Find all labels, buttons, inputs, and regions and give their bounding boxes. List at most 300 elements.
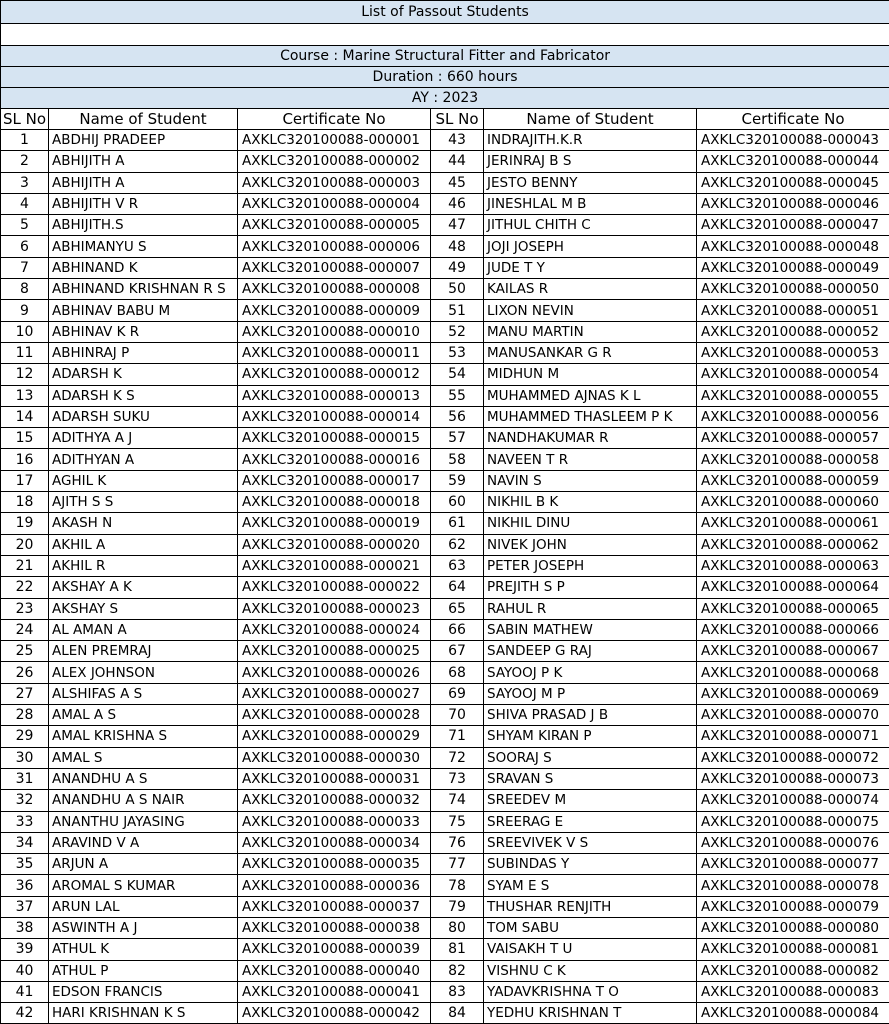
certificate-number: AXKLC320100088-000071	[697, 726, 889, 747]
student-name: ADARSH SUKU	[49, 406, 238, 427]
student-name: TOM SABU	[484, 917, 697, 938]
student-name: ADITHYAN A	[49, 449, 238, 470]
table-row	[1, 726, 889, 747]
table-row	[1, 130, 889, 151]
serial-number: 82	[431, 960, 484, 981]
certificate-number: AXKLC320100088-000055	[697, 385, 889, 406]
student-name: AKASH N	[49, 513, 238, 534]
certificate-number: AXKLC320100088-000029	[238, 726, 431, 747]
serial-number: 66	[431, 619, 484, 640]
certificate-number: AXKLC320100088-000075	[697, 811, 889, 832]
table-row	[1, 172, 889, 193]
certificate-number: AXKLC320100088-000016	[238, 449, 431, 470]
serial-number: 36	[1, 875, 49, 896]
serial-number: 59	[431, 470, 484, 491]
student-name: AGHIL K	[49, 470, 238, 491]
certificate-number: AXKLC320100088-000034	[238, 832, 431, 853]
student-name: SABIN MATHEW	[484, 619, 697, 640]
serial-number: 69	[431, 683, 484, 704]
serial-number: 23	[1, 598, 49, 619]
serial-number: 56	[431, 406, 484, 427]
serial-number: 39	[1, 939, 49, 960]
serial-number: 46	[431, 193, 484, 214]
certificate-number: AXKLC320100088-000026	[238, 662, 431, 683]
serial-number: 33	[1, 811, 49, 832]
student-name: AMAL S	[49, 747, 238, 768]
serial-number: 16	[1, 449, 49, 470]
student-name: SRAVAN S	[484, 768, 697, 789]
table-row	[1, 619, 889, 640]
table-row	[1, 342, 889, 363]
table-row	[1, 449, 889, 470]
certificate-number: AXKLC320100088-000049	[697, 257, 889, 278]
student-name: AKHIL A	[49, 534, 238, 555]
certificate-number: AXKLC320100088-000022	[238, 577, 431, 598]
serial-number: 83	[431, 981, 484, 1002]
table-row	[1, 598, 889, 619]
certificate-number: AXKLC320100088-000015	[238, 428, 431, 449]
serial-number: 29	[1, 726, 49, 747]
table-row	[1, 513, 889, 534]
certificate-number: AXKLC320100088-000068	[697, 662, 889, 683]
student-name: MANUSANKAR G R	[484, 342, 697, 363]
student-name: NAVEEN T R	[484, 449, 697, 470]
certificate-number: AXKLC320100088-000077	[697, 854, 889, 875]
certificate-number: AXKLC320100088-000012	[238, 364, 431, 385]
table-row	[1, 939, 889, 960]
course-label: Course : Marine Structural Fitter and Fabricator	[1, 46, 889, 67]
table-row	[1, 215, 889, 236]
table-row	[1, 641, 889, 662]
certificate-number: AXKLC320100088-000019	[238, 513, 431, 534]
certificate-number: AXKLC320100088-000021	[238, 555, 431, 576]
certificate-number: AXKLC320100088-000074	[697, 790, 889, 811]
student-name: MUHAMMED THASLEEM P K	[484, 406, 697, 427]
certificate-number: AXKLC320100088-000009	[238, 300, 431, 321]
student-name: MUHAMMED AJNAS K L	[484, 385, 697, 406]
serial-number: 10	[1, 321, 49, 342]
certificate-number: AXKLC320100088-000018	[238, 492, 431, 513]
serial-number: 61	[431, 513, 484, 534]
certificate-number: AXKLC320100088-000084	[697, 1003, 889, 1024]
certificate-number: AXKLC320100088-000044	[697, 151, 889, 172]
student-name: AMAL KRISHNA S	[49, 726, 238, 747]
serial-number: 21	[1, 555, 49, 576]
certificate-number: AXKLC320100088-000080	[697, 917, 889, 938]
serial-number: 28	[1, 705, 49, 726]
certificate-number: AXKLC320100088-000059	[697, 470, 889, 491]
table-row	[1, 981, 889, 1002]
serial-number: 73	[431, 768, 484, 789]
serial-number: 19	[1, 513, 49, 534]
certificate-number: AXKLC320100088-000040	[238, 960, 431, 981]
student-name: ABHIMANYU S	[49, 236, 238, 257]
blank-row	[1, 24, 889, 46]
certificate-number: AXKLC320100088-000010	[238, 321, 431, 342]
certificate-number: AXKLC320100088-000079	[697, 896, 889, 917]
student-name: ADARSH K	[49, 364, 238, 385]
academic-year-label: AY : 2023	[1, 88, 889, 109]
table-row	[1, 747, 889, 768]
serial-number: 79	[431, 896, 484, 917]
certificate-number: AXKLC320100088-000069	[697, 683, 889, 704]
certificate-number: AXKLC320100088-000050	[697, 279, 889, 300]
serial-number: 42	[1, 1003, 49, 1024]
serial-number: 20	[1, 534, 49, 555]
student-name: ADARSH K S	[49, 385, 238, 406]
serial-number: 60	[431, 492, 484, 513]
serial-number: 55	[431, 385, 484, 406]
serial-number: 9	[1, 300, 49, 321]
student-name: JERINRAJ B S	[484, 151, 697, 172]
certificate-number: AXKLC320100088-000058	[697, 449, 889, 470]
certificate-number: AXKLC320100088-000043	[697, 130, 889, 151]
student-name: ABHIJITH A	[49, 172, 238, 193]
certificate-number: AXKLC320100088-000028	[238, 705, 431, 726]
serial-number: 49	[431, 257, 484, 278]
certificate-number: AXKLC320100088-000082	[697, 960, 889, 981]
table-row	[1, 917, 889, 938]
certificate-number: AXKLC320100088-000057	[697, 428, 889, 449]
table-row	[1, 811, 889, 832]
table-row	[1, 790, 889, 811]
student-name: ARJUN A	[49, 854, 238, 875]
certificate-number: AXKLC320100088-000060	[697, 492, 889, 513]
student-name: ABHINAV K R	[49, 321, 238, 342]
serial-number: 1	[1, 130, 49, 151]
table-row	[1, 705, 889, 726]
table-row	[1, 300, 889, 321]
serial-number: 81	[431, 939, 484, 960]
serial-number: 43	[431, 130, 484, 151]
student-name: INDRAJITH.K.R	[484, 130, 697, 151]
student-name: SYAM E S	[484, 875, 697, 896]
certificate-number: AXKLC320100088-000007	[238, 257, 431, 278]
certificate-number: AXKLC320100088-000078	[697, 875, 889, 896]
student-name: RAHUL R	[484, 598, 697, 619]
student-name: VAISAKH T U	[484, 939, 697, 960]
certificate-number: AXKLC320100088-000005	[238, 215, 431, 236]
serial-number: 13	[1, 385, 49, 406]
certificate-number: AXKLC320100088-000008	[238, 279, 431, 300]
serial-number: 64	[431, 577, 484, 598]
student-name: HARI KRISHNAN K S	[49, 1003, 238, 1024]
serial-number: 57	[431, 428, 484, 449]
certificate-number: AXKLC320100088-000081	[697, 939, 889, 960]
certificate-number: AXKLC320100088-000020	[238, 534, 431, 555]
header-certificate: Certificate No	[697, 109, 889, 130]
serial-number: 77	[431, 854, 484, 875]
serial-number: 8	[1, 279, 49, 300]
student-name: ADITHYA A J	[49, 428, 238, 449]
serial-number: 53	[431, 342, 484, 363]
serial-number: 67	[431, 641, 484, 662]
student-name: YEDHU KRISHNAN T	[484, 1003, 697, 1024]
certificate-number: AXKLC320100088-000052	[697, 321, 889, 342]
table-row	[1, 577, 889, 598]
student-name: SOORAJ S	[484, 747, 697, 768]
serial-number: 40	[1, 960, 49, 981]
certificate-number: AXKLC320100088-000048	[697, 236, 889, 257]
serial-number: 41	[1, 981, 49, 1002]
table-row	[1, 385, 889, 406]
certificate-number: AXKLC320100088-000064	[697, 577, 889, 598]
certificate-number: AXKLC320100088-000033	[238, 811, 431, 832]
certificate-number: AXKLC320100088-000063	[697, 555, 889, 576]
certificate-number: AXKLC320100088-000039	[238, 939, 431, 960]
serial-number: 48	[431, 236, 484, 257]
student-name: VISHNU C K	[484, 960, 697, 981]
student-name: AL AMAN A	[49, 619, 238, 640]
serial-number: 44	[431, 151, 484, 172]
student-name: ABHINRAJ P	[49, 342, 238, 363]
certificate-number: AXKLC320100088-000031	[238, 768, 431, 789]
serial-number: 5	[1, 215, 49, 236]
certificate-number: AXKLC320100088-000053	[697, 342, 889, 363]
certificate-number: AXKLC320100088-000061	[697, 513, 889, 534]
certificate-number: AXKLC320100088-000083	[697, 981, 889, 1002]
student-name: EDSON FRANCIS	[49, 981, 238, 1002]
certificate-number: AXKLC320100088-000023	[238, 598, 431, 619]
serial-number: 52	[431, 321, 484, 342]
certificate-number: AXKLC320100088-000045	[697, 172, 889, 193]
serial-number: 17	[1, 470, 49, 491]
table-row	[1, 406, 889, 427]
serial-number: 63	[431, 555, 484, 576]
student-name: AMAL A S	[49, 705, 238, 726]
serial-number: 78	[431, 875, 484, 896]
student-name: ARAVIND V A	[49, 832, 238, 853]
serial-number: 80	[431, 917, 484, 938]
serial-number: 25	[1, 641, 49, 662]
header-sl-no: SL No	[431, 109, 484, 130]
certificate-number: AXKLC320100088-000051	[697, 300, 889, 321]
certificate-number: AXKLC320100088-000073	[697, 768, 889, 789]
table-row	[1, 534, 889, 555]
serial-number: 71	[431, 726, 484, 747]
student-name: SREEDEV M	[484, 790, 697, 811]
serial-number: 11	[1, 342, 49, 363]
table-row	[1, 151, 889, 172]
header-name: Name of Student	[484, 109, 697, 130]
student-name: AJITH S S	[49, 492, 238, 513]
serial-number: 84	[431, 1003, 484, 1024]
serial-number: 54	[431, 364, 484, 385]
certificate-number: AXKLC320100088-000047	[697, 215, 889, 236]
table-row	[1, 875, 889, 896]
serial-number: 18	[1, 492, 49, 513]
serial-number: 27	[1, 683, 49, 704]
student-name: ABHIJITH A	[49, 151, 238, 172]
table-row	[1, 236, 889, 257]
certificate-number: AXKLC320100088-000011	[238, 342, 431, 363]
table-row	[1, 832, 889, 853]
certificate-number: AXKLC320100088-000024	[238, 619, 431, 640]
table-row	[1, 768, 889, 789]
serial-number: 26	[1, 662, 49, 683]
student-name: SHYAM KIRAN P	[484, 726, 697, 747]
serial-number: 12	[1, 364, 49, 385]
student-name: MANU MARTIN	[484, 321, 697, 342]
table-row	[1, 555, 889, 576]
student-name: NIKHIL B K	[484, 492, 697, 513]
table-row	[1, 193, 889, 214]
certificate-number: AXKLC320100088-000027	[238, 683, 431, 704]
certificate-number: AXKLC320100088-000056	[697, 406, 889, 427]
student-name: JESTO BENNY	[484, 172, 697, 193]
serial-number: 37	[1, 896, 49, 917]
certificate-number: AXKLC320100088-000035	[238, 854, 431, 875]
student-name: SAYOOJ M P	[484, 683, 697, 704]
student-name: PETER JOSEPH	[484, 555, 697, 576]
student-name: SHIVA PRASAD J B	[484, 705, 697, 726]
student-name: ATHUL K	[49, 939, 238, 960]
certificate-number: AXKLC320100088-000036	[238, 875, 431, 896]
certificate-number: AXKLC320100088-000041	[238, 981, 431, 1002]
certificate-number: AXKLC320100088-000013	[238, 385, 431, 406]
student-name: ALEX JOHNSON	[49, 662, 238, 683]
student-name: ARUN LAL	[49, 896, 238, 917]
table-row	[1, 257, 889, 278]
student-name: NANDHAKUMAR R	[484, 428, 697, 449]
student-name: SAYOOJ P K	[484, 662, 697, 683]
certificate-number: AXKLC320100088-000032	[238, 790, 431, 811]
certificate-number: AXKLC320100088-000076	[697, 832, 889, 853]
certificate-number: AXKLC320100088-000006	[238, 236, 431, 257]
student-name: SANDEEP G RAJ	[484, 641, 697, 662]
student-name: JITHUL CHITH C	[484, 215, 697, 236]
student-name: NIVEK JOHN	[484, 534, 697, 555]
student-name: ASWINTH A J	[49, 917, 238, 938]
certificate-number: AXKLC320100088-000025	[238, 641, 431, 662]
serial-number: 7	[1, 257, 49, 278]
student-name: SREEVIVEK V S	[484, 832, 697, 853]
serial-number: 74	[431, 790, 484, 811]
student-name: ABDHIJ PRADEEP	[49, 130, 238, 151]
certificate-number: AXKLC320100088-000017	[238, 470, 431, 491]
table-row	[1, 279, 889, 300]
certificate-number: AXKLC320100088-000066	[697, 619, 889, 640]
certificate-number: AXKLC320100088-000030	[238, 747, 431, 768]
student-name: AKHIL R	[49, 555, 238, 576]
table-row	[1, 364, 889, 385]
serial-number: 62	[431, 534, 484, 555]
table-row	[1, 683, 889, 704]
student-name: PREJITH S P	[484, 577, 697, 598]
serial-number: 72	[431, 747, 484, 768]
certificate-number: AXKLC320100088-000014	[238, 406, 431, 427]
serial-number: 50	[431, 279, 484, 300]
student-name: ABHINAV BABU M	[49, 300, 238, 321]
serial-number: 51	[431, 300, 484, 321]
certificate-number: AXKLC320100088-000067	[697, 641, 889, 662]
student-name: SUBINDAS Y	[484, 854, 697, 875]
serial-number: 14	[1, 406, 49, 427]
serial-number: 6	[1, 236, 49, 257]
header-name: Name of Student	[49, 109, 238, 130]
serial-number: 70	[431, 705, 484, 726]
student-name: ANANDHU A S NAIR	[49, 790, 238, 811]
serial-number: 35	[1, 854, 49, 875]
serial-number: 47	[431, 215, 484, 236]
student-name: AKSHAY S	[49, 598, 238, 619]
certificate-number: AXKLC320100088-000002	[238, 151, 431, 172]
serial-number: 22	[1, 577, 49, 598]
student-name: ATHUL P	[49, 960, 238, 981]
table-row	[1, 662, 889, 683]
serial-number: 65	[431, 598, 484, 619]
student-name: ALEN PREMRAJ	[49, 641, 238, 662]
student-name: NIKHIL DINU	[484, 513, 697, 534]
duration-label: Duration : 660 hours	[1, 67, 889, 88]
student-name: KAILAS R	[484, 279, 697, 300]
serial-number: 31	[1, 768, 49, 789]
serial-number: 38	[1, 917, 49, 938]
serial-number: 34	[1, 832, 49, 853]
serial-number: 76	[431, 832, 484, 853]
student-name: NAVIN S	[484, 470, 697, 491]
page-title: List of Passout Students	[1, 1, 889, 24]
certificate-number: AXKLC320100088-000003	[238, 172, 431, 193]
student-name: ABHIJITH.S	[49, 215, 238, 236]
table-row	[1, 428, 889, 449]
header-certificate: Certificate No	[238, 109, 431, 130]
student-name: JINESHLAL M B	[484, 193, 697, 214]
certificate-number: AXKLC320100088-000054	[697, 364, 889, 385]
student-name: ABHINAND K	[49, 257, 238, 278]
student-name: AKSHAY A K	[49, 577, 238, 598]
student-name: LIXON NEVIN	[484, 300, 697, 321]
student-name: ALSHIFAS A S	[49, 683, 238, 704]
student-name: THUSHAR RENJITH	[484, 896, 697, 917]
serial-number: 32	[1, 790, 49, 811]
certificate-number: AXKLC320100088-000037	[238, 896, 431, 917]
student-name: ANANTHU JAYASING	[49, 811, 238, 832]
student-name: ANANDHU A S	[49, 768, 238, 789]
certificate-number: AXKLC320100088-000046	[697, 193, 889, 214]
certificate-number: AXKLC320100088-000072	[697, 747, 889, 768]
certificate-number: AXKLC320100088-000038	[238, 917, 431, 938]
certificate-number: AXKLC320100088-000042	[238, 1003, 431, 1024]
table-row	[1, 321, 889, 342]
serial-number: 24	[1, 619, 49, 640]
table-row	[1, 854, 889, 875]
student-name: YADAVKRISHNA T O	[484, 981, 697, 1002]
certificate-number: AXKLC320100088-000070	[697, 705, 889, 726]
serial-number: 15	[1, 428, 49, 449]
serial-number: 45	[431, 172, 484, 193]
student-name: JUDE T Y	[484, 257, 697, 278]
serial-number: 4	[1, 193, 49, 214]
student-name: MIDHUN M	[484, 364, 697, 385]
table-row	[1, 470, 889, 491]
table-row	[1, 1003, 889, 1024]
certificate-number: AXKLC320100088-000004	[238, 193, 431, 214]
certificate-number: AXKLC320100088-000062	[697, 534, 889, 555]
serial-number: 3	[1, 172, 49, 193]
certificate-number: AXKLC320100088-000065	[697, 598, 889, 619]
student-name: JOJI JOSEPH	[484, 236, 697, 257]
student-name: ABHINAND KRISHNAN R S	[49, 279, 238, 300]
student-name: SREERAG E	[484, 811, 697, 832]
student-name: ABHIJITH V R	[49, 193, 238, 214]
serial-number: 2	[1, 151, 49, 172]
table-row	[1, 896, 889, 917]
serial-number: 75	[431, 811, 484, 832]
serial-number: 30	[1, 747, 49, 768]
serial-number: 68	[431, 662, 484, 683]
header-sl-no: SL No	[1, 109, 49, 130]
